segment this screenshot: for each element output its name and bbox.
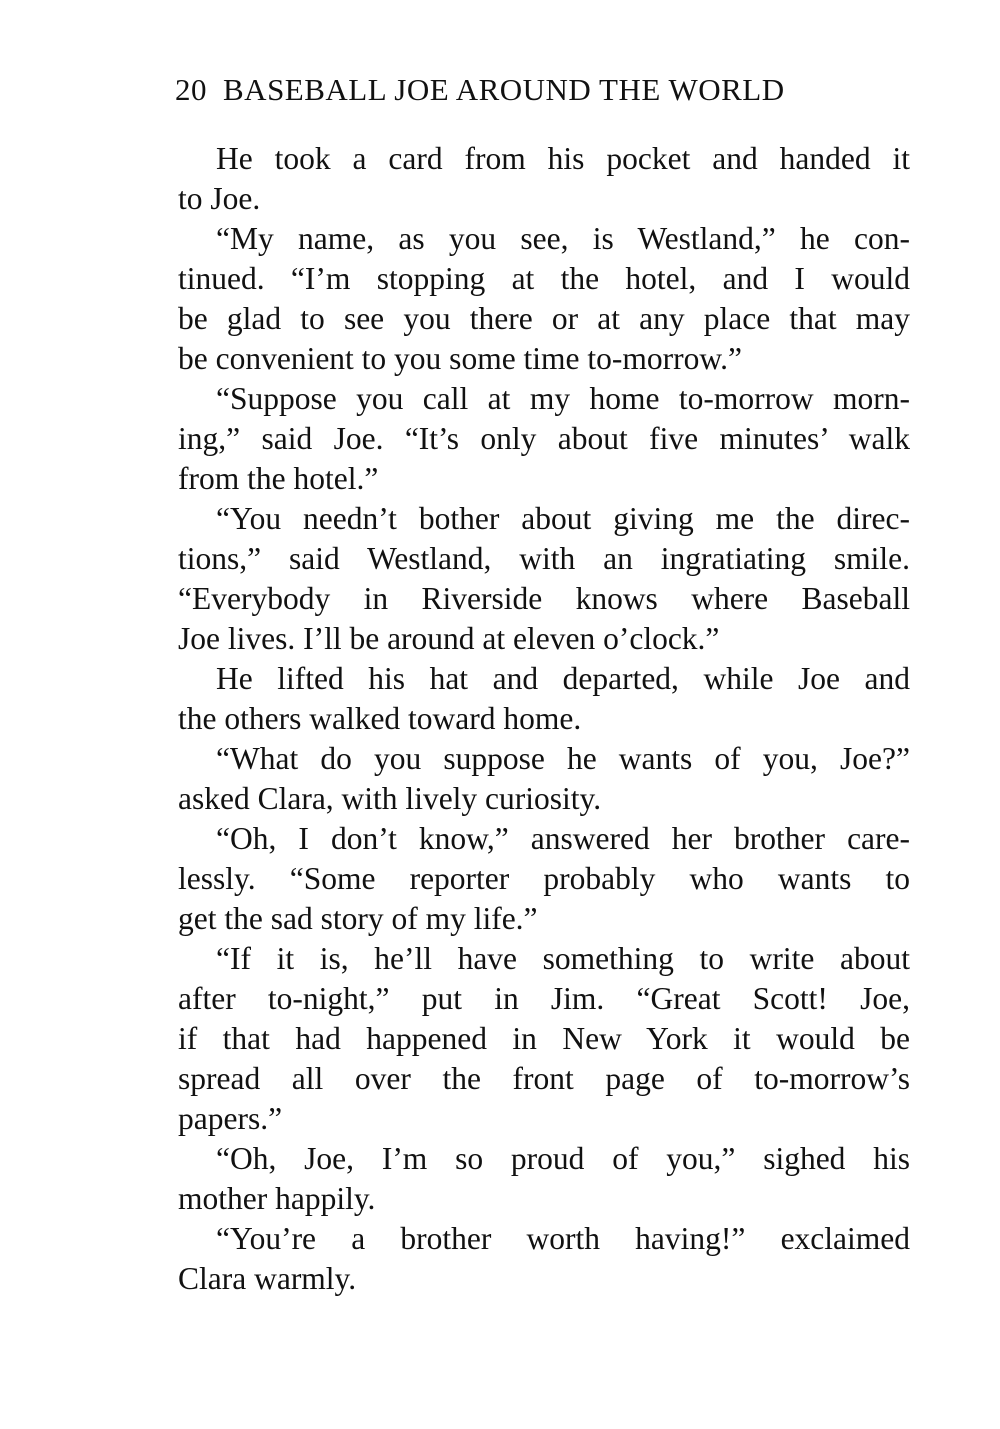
text-line: “What do you suppose he wants of you, Joe?” [216, 741, 910, 776]
running-title: BASEBALL JOE AROUND THE WORLD [223, 72, 785, 107]
text-line: “My name, as you see, is Westland,” he con- [216, 221, 910, 256]
text-line: be glad to see you there or at any place that may [178, 301, 910, 336]
text-line: Clara warmly. [178, 1261, 357, 1296]
text-line: Joe lives. I’ll be around at eleven o’clock.” [178, 621, 720, 656]
text-line: from the hotel.” [178, 461, 379, 496]
text-line: “You’re a brother worth having!” exclaimed [216, 1221, 910, 1256]
text-line: get the sad story of my life.” [178, 901, 538, 936]
body-text [178, 139, 910, 1299]
text-line: He took a card from his pocket and handed it [216, 141, 910, 176]
text-line: “Suppose you call at my home to-morrow morn- [216, 381, 910, 416]
text-line: ing,” said Joe. “It’s only about five minutes’ walk [178, 421, 910, 456]
text-line: asked Clara, with lively curiosity. [178, 781, 602, 816]
text-line: the others walked toward home. [178, 701, 582, 736]
text-line: after to-night,” put in Jim. “Great Scott! Joe, [178, 981, 910, 1016]
page-number: 20 [175, 72, 207, 107]
text-line: lessly. “Some reporter probably who wants to [178, 861, 910, 896]
text-line: tions,” said Westland, with an ingratiating smile. [178, 541, 910, 576]
text-line: “Oh, I don’t know,” answered her brother care- [216, 821, 910, 856]
text-line: “Everybody in Riverside knows where Baseball [178, 581, 910, 616]
text-line: papers.” [178, 1101, 283, 1136]
text-line: He lifted his hat and departed, while Joe and [216, 661, 910, 696]
text-line: “If it is, he’ll have something to write about [216, 941, 910, 976]
text-line: if that had happened in New York it would be [178, 1021, 910, 1056]
text-line: spread all over the front page of to-morrow’s [178, 1061, 910, 1096]
running-head [175, 72, 890, 108]
text-line: be convenient to you some time to-morrow.” [178, 341, 742, 376]
text-line: “You needn’t bother about giving me the direc- [216, 501, 910, 536]
text-line: to Joe. [178, 181, 261, 216]
text-line: mother happily. [178, 1181, 376, 1216]
text-line: tinued. “I’m stopping at the hotel, and I would [178, 261, 910, 296]
text-line: “Oh, Joe, I’m so proud of you,” sighed his [216, 1141, 910, 1176]
